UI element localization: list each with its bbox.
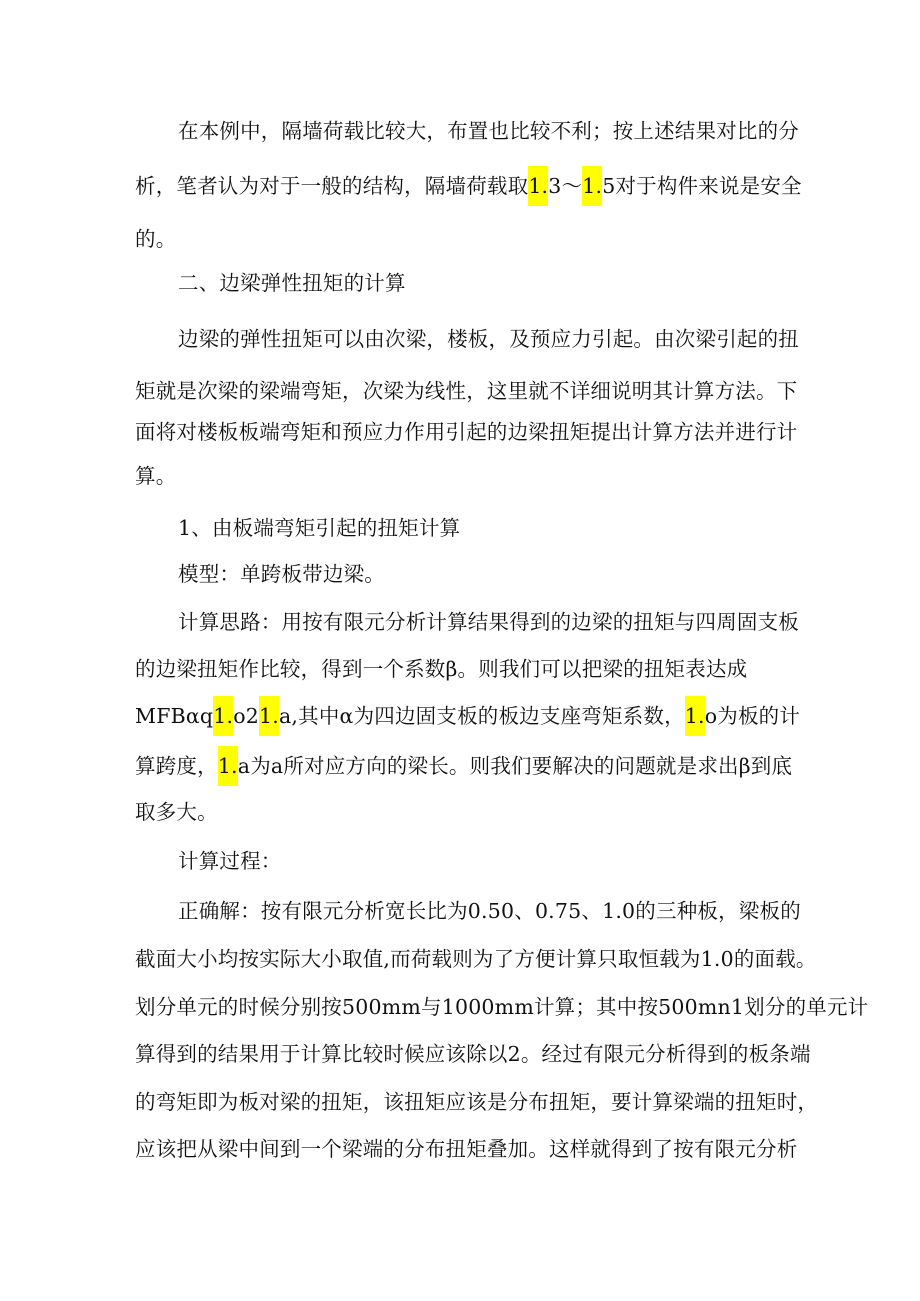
paragraph-line (135, 378, 797, 404)
text-run: 截面大小均按实际大小取值,而荷载则为了方便计算只取恒载为1.0的面载。 (135, 947, 817, 971)
paragraph-line (135, 419, 797, 445)
text-run: a为a所对应方向的梁长。则我们要解决的问题就是求出β到底 (237, 754, 793, 778)
paragraph-line (178, 848, 282, 874)
highlighted-text: 1. (582, 166, 602, 206)
text-run: a,其中α为四边固支板的板边支座弯矩系数， (278, 704, 685, 728)
text-run: 模型：单跨板带边梁。 (178, 562, 385, 586)
text-run: 的。 (135, 227, 177, 251)
paragraph-line (135, 703, 800, 729)
paragraph-line (135, 1041, 811, 1067)
heading-text: 二、边梁弹性扭矩的计算 (178, 271, 406, 295)
paragraph-line (178, 326, 799, 352)
highlighted-text: 1. (685, 696, 705, 736)
paragraph-line (135, 656, 747, 682)
paragraph-line (135, 1136, 797, 1162)
text-run: 计算思路：用按有限元分析计算结果得到的边梁的扭矩与四周固支板 (178, 610, 799, 634)
text-run: 计算过程： (178, 849, 282, 873)
text-run: 析，笔者认为对于一般的结构，隔墙荷载取 (135, 174, 529, 198)
text-run: 正确解：按有限元分析宽长比为0.50、0.75、1.0的三种板，梁板的 (178, 899, 801, 923)
text-run: 算得到的结果用于计算比较时候应该除以2。经过有限元分析得到的板条端 (135, 1042, 811, 1066)
text-run: 边梁的弹性扭矩可以由次梁，楼板，及预应力引起。由次梁引起的扭 (178, 327, 799, 351)
text-run: o2 (233, 704, 260, 728)
paragraph-line (178, 898, 801, 924)
text-run: 的边梁扭矩作比较，得到一个系数β。则我们可以把梁的扭矩表达成 (135, 657, 748, 681)
paragraph-line (135, 1089, 818, 1115)
highlighted-text: 1. (213, 696, 233, 736)
paragraph-line (178, 118, 799, 144)
text-run: 在本例中，隔墙荷载比较大，布置也比较不利；按上述结果对比的分 (178, 119, 799, 143)
text-run: 3～ (548, 174, 583, 198)
heading-text: 1、由板端弯矩引起的扭矩计算 (178, 516, 461, 540)
paragraph-line (135, 946, 817, 972)
text-run: 算跨度， (135, 754, 218, 778)
paragraph-line (178, 609, 799, 635)
section-heading (178, 270, 406, 296)
text-run: 面将对楼板板端弯矩和预应力作用引起的边梁扭矩提出计算方法并进行计 (135, 420, 798, 444)
paragraph-line (135, 753, 792, 779)
text-run: 矩就是次梁的梁端弯矩，次梁为线性，这里就不详细说明其计算方法。下 (135, 379, 798, 403)
text-run: o为板的计 (704, 704, 801, 728)
text-run: 算。 (135, 464, 177, 488)
paragraph-line (178, 561, 385, 587)
text-run: 5对于构件来说是安全 (602, 174, 802, 198)
paragraph-line (135, 994, 868, 1020)
paragraph-line (135, 799, 218, 825)
text-run: 划分单元的时候分别按500mm与1000mm计算；其中按500mn1划分的单元计 (135, 995, 869, 1019)
highlighted-text: 1. (528, 166, 548, 206)
text-run: MFBαq (135, 704, 214, 728)
text-run: 应该把从梁中间到一个梁端的分布扭矩叠加。这样就得到了按有限元分析 (135, 1137, 798, 1161)
highlighted-text: 1. (259, 696, 279, 736)
paragraph-line (135, 463, 176, 489)
highlighted-text: 1. (218, 746, 238, 786)
text-run: 取多大。 (135, 800, 218, 824)
text-run: 的弯矩即为板对梁的扭矩，该扭矩应该是分布扭矩，要计算梁端的扭矩时， (135, 1090, 819, 1114)
paragraph-line (135, 173, 802, 199)
paragraph-line (135, 226, 176, 252)
subsection-heading (178, 515, 460, 541)
